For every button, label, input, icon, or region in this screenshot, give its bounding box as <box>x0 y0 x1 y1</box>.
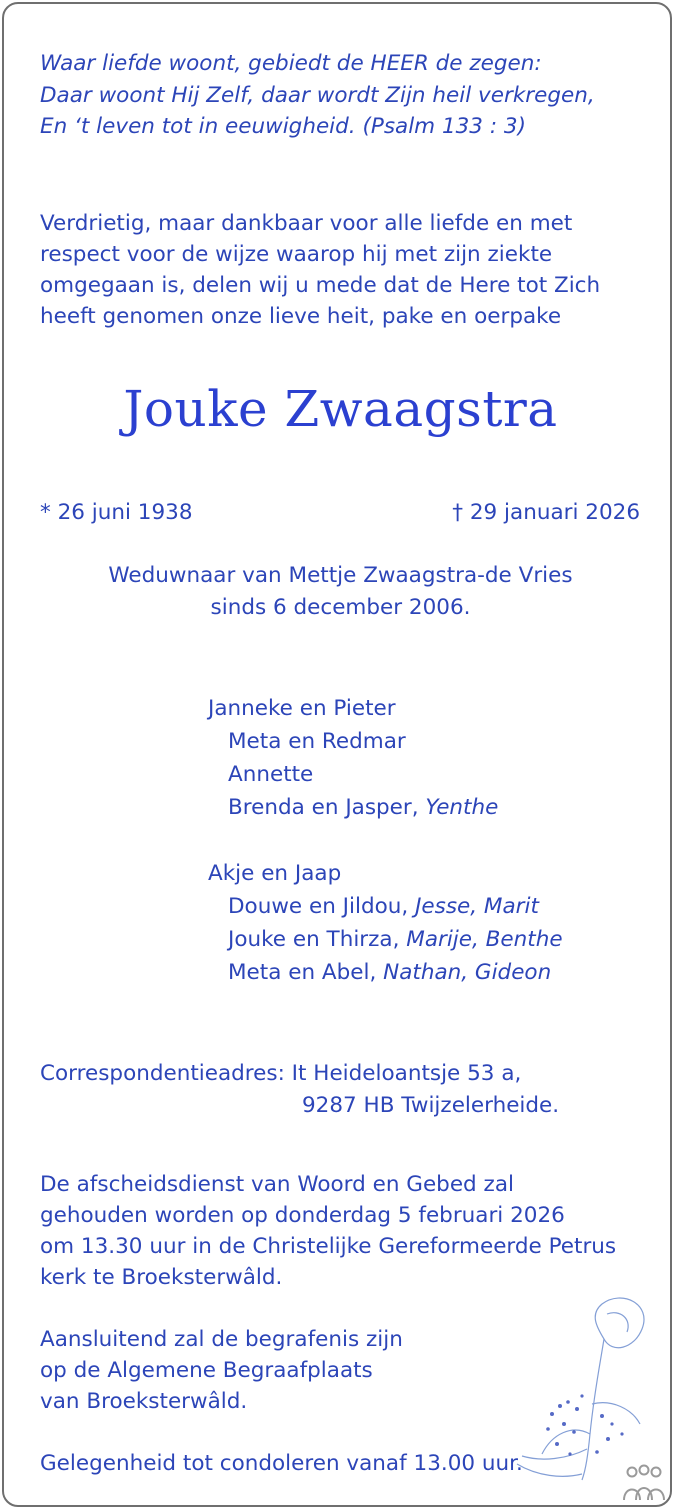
burial-details <box>40 1324 403 1417</box>
intro-line: heeft genomen onze lieve heit, pake en oerpake <box>40 304 562 329</box>
life-dates <box>40 497 640 528</box>
member-children: Nathan, Gideon <box>383 960 552 985</box>
member-name: Jouke en Thirza, <box>228 927 407 952</box>
member-name: Brenda en Jasper, <box>228 795 426 820</box>
condolence-note: Gelegenheid tot condoleren vanaf 13.00 uur. <box>40 1451 523 1476</box>
verse-line: En ‘t leven tot in eeuwigheid. (Psalm 133 : 3) <box>40 114 526 139</box>
burial-line: Aansluitend zal de begrafenis zijn <box>40 1327 403 1352</box>
service-line: om 13.30 uur in de Christelijke Gereformeerde Petrus <box>40 1234 617 1259</box>
member-name: Meta en Redmar <box>228 729 406 754</box>
member-name: Annette <box>228 762 314 787</box>
birth-date: * 26 juni 1938 <box>40 500 193 525</box>
family-spacer <box>208 824 563 857</box>
member-children: Jesse, Marit <box>415 894 539 919</box>
member-name: Meta en Abel, <box>228 960 384 985</box>
intro-line: respect voor de wijze waarop hij met zijn ziekte <box>40 242 553 267</box>
address-line: Correspondentieadres: It Heideloantsje 53 a, <box>40 1061 522 1086</box>
burial-line: van Broeksterwâld. <box>40 1389 248 1414</box>
verse-line: Waar liefde woont, gebiedt de HEER de zegen: <box>40 51 542 76</box>
people-circles-logo-icon <box>620 1464 668 1504</box>
family-member <box>208 956 563 989</box>
intro-line: omgegaan is, delen wij u mede dat de Here tot Zich <box>40 273 601 298</box>
widower-line: Weduwnaar van Mettje Zwaagstra-de Vries <box>108 563 573 588</box>
verse-line: Daar woont Hij Zelf, daar wordt Zijn heil verkregen, <box>40 82 595 108</box>
death-date: † 29 januari 2026 <box>452 500 640 525</box>
family-member <box>208 923 563 956</box>
service-details <box>40 1169 616 1293</box>
correspondence-address <box>40 1058 559 1122</box>
family-member <box>208 791 563 824</box>
intro-line: Verdrietig, maar dankbaar voor alle liefde en met <box>40 211 573 236</box>
service-line: De afscheidsdienst van Woord en Gebed zal <box>40 1172 514 1197</box>
service-line: gehouden worden op donderdag 5 februari 2026 <box>40 1203 565 1228</box>
widower-note <box>4 560 677 624</box>
member-name: Douwe en Jildou, <box>228 894 416 919</box>
family-head: Akje en Jaap <box>208 861 342 886</box>
deceased-name: Jouke Zwaagstra <box>123 380 558 438</box>
family-head: Janneke en Pieter <box>208 696 396 721</box>
family-member <box>208 725 563 758</box>
psalm-verse <box>40 48 595 143</box>
widower-line: sinds 6 december 2006. <box>210 595 471 620</box>
family-member <box>208 890 563 923</box>
burial-line: op de Algemene Begraafplaats <box>40 1358 373 1383</box>
announcement-intro <box>40 208 600 332</box>
obituary-card <box>2 2 672 1507</box>
member-children: Marije, Benthe <box>406 927 563 952</box>
service-line: kerk te Broeksterwâld. <box>40 1265 283 1290</box>
family-list <box>208 692 563 989</box>
member-children: Yenthe <box>425 795 499 820</box>
family-member <box>208 758 563 791</box>
postal-line: 9287 HB Twijzelerheide. <box>302 1093 560 1118</box>
